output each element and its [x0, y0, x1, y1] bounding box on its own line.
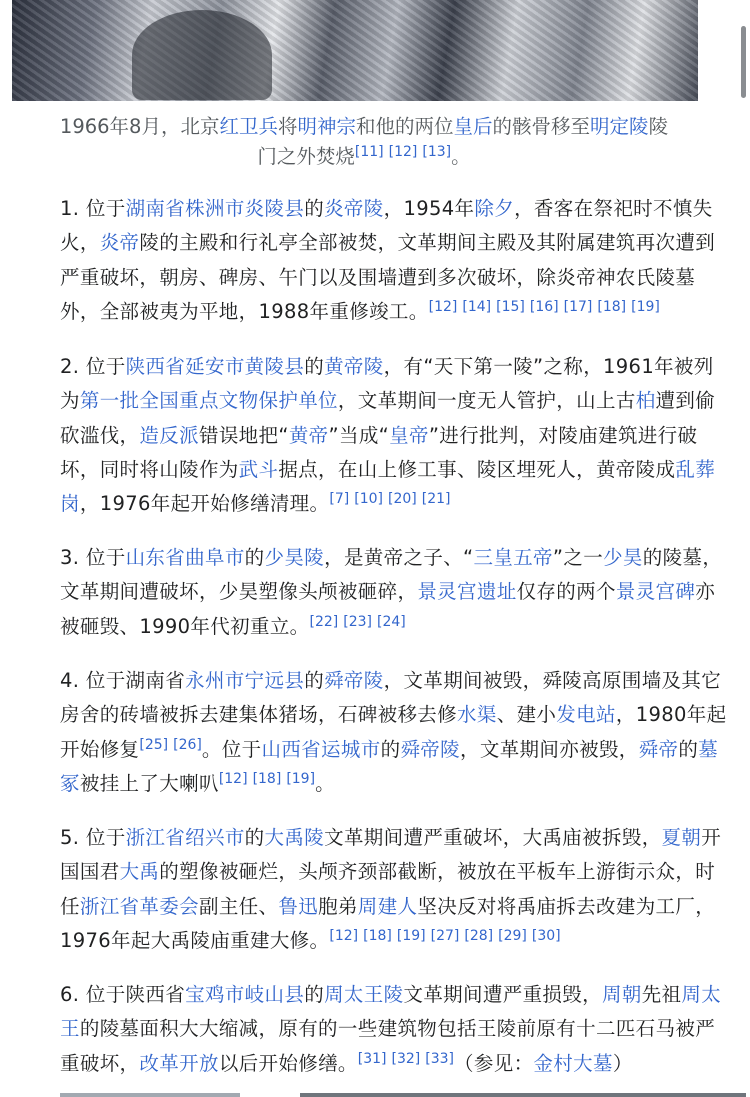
link[interactable]: 柏 — [635, 389, 656, 413]
link[interactable]: 湖南省株洲市炎陵县 — [125, 197, 305, 220]
list-item: 3. 位于山东省曲阜市的少昊陵，是黄帝之子、“三皇五帝”之一少昊的陵墓， 文革期间遭破坏，少昊塑像头颅被砸碎，景灵宫遗址仅存的两个景灵宫碑亦 被砸毁、1990年代初重立。[22] [23] [24] — [60, 546, 723, 638]
citation-group[interactable]: [12] [18] [19] — [218, 770, 316, 787]
link[interactable]: 金村大墓 — [533, 1051, 613, 1075]
link[interactable]: 墓 — [698, 737, 719, 761]
link[interactable]: 改革开放 — [139, 1051, 219, 1075]
link[interactable]: 舜帝陵 — [400, 737, 460, 761]
link[interactable]: 陕西省延安市黄陵县 — [125, 355, 305, 378]
link[interactable]: 山东省曲阜市 — [125, 546, 245, 569]
next-image-thumbnail[interactable] — [300, 1093, 746, 1097]
link[interactable]: 景灵宫碑 — [615, 580, 696, 604]
link[interactable]: 少昊陵 — [264, 546, 325, 569]
link[interactable]: 黄帝陵 — [324, 355, 384, 378]
list-item: 4. 位于湖南省永州市宁远县的舜帝陵，文革期间被毁，舜陵高原围墙及其它 房舍的砖墙被拆去建集体猪场，石碑被移去修水渠、建小发电站，1980年起 开始修复[25] [26]。位于山西省运城市的舜帝陵，文革期间亦被毁，舜帝的墓 冢被挂上了大喇叭[12] [18] [19]。 — [60, 669, 727, 795]
link[interactable]: 浙江省绍兴市 — [125, 826, 245, 849]
citation-group[interactable]: [31] [32] [33] — [357, 1050, 455, 1067]
link[interactable]: 舜帝 — [638, 737, 679, 761]
citation-group[interactable]: [22] [23] [24] — [309, 613, 406, 630]
citation-group[interactable]: [25] [26] — [139, 736, 202, 753]
link[interactable]: 炎帝 — [99, 231, 140, 255]
list-item: 2. 位于陕西省延安市黄陵县的黄帝陵，有“天下第一陵”之称，1961年被列 为第一批全国重点文物保护单位，文革期间一度无人管护，山上古柏遭到偷 砍滥伐，造反派错误地把“黄帝”当成“皇帝”进行批判，对陵庙建筑进行破 坏，同时将山陵作为武斗据点，在山上修工事、陵区埋死人，黄帝陵成乱葬 岗，1976年起开始修缮清理。[7] [10] [20] [21] — [60, 355, 716, 516]
link[interactable]: 冢 — [60, 771, 80, 795]
link[interactable]: 王 — [60, 1017, 80, 1041]
link[interactable]: 武斗 — [238, 457, 279, 481]
photo-caption: 1966年8月，北京红卫兵将明神宗和他的两位皇后的骸骨移至明定陵陵 门之外焚烧[11] [12] [13]。 — [59, 115, 669, 168]
link[interactable]: 水渠 — [457, 703, 497, 727]
link[interactable]: 景灵宫遗址 — [417, 580, 517, 604]
link[interactable]: 周太王陵 — [324, 983, 404, 1006]
link[interactable]: 周太 — [681, 983, 722, 1006]
list-item: 1. 位于湖南省株洲市炎陵县的炎帝陵，1954年除夕，香客在祭祀时不慎失 火，炎帝陵的主殿和行礼亭全部被焚，文革期间主殿及其附属建筑再次遭到 严重破坏，朝房、碑房、午门以及围墙遭到多次破坏，除炎帝神农氏陵墓 外，全部被夷为平地，1988年重修竣工。[12] [14] [15] [16] [17] [18] [19] — [60, 197, 716, 323]
next-image-thumbnail[interactable] — [60, 1093, 240, 1097]
link[interactable]: 炎帝陵 — [324, 197, 384, 220]
link[interactable]: 三皇五帝 — [473, 546, 553, 569]
link-empress[interactable]: 皇后 — [453, 115, 493, 138]
article-photo[interactable] — [12, 0, 698, 101]
link[interactable]: 浙江省革委会 — [79, 894, 199, 918]
link[interactable]: 黄帝 — [288, 423, 329, 447]
link[interactable]: 除夕 — [474, 197, 515, 220]
link-wanli-emperor[interactable]: 明神宗 — [297, 115, 356, 138]
citation-group[interactable]: [11] [12] [13] — [354, 144, 452, 160]
link[interactable]: 皇帝 — [389, 423, 429, 447]
citation-group[interactable]: [12] [18] [19] [27] [28] [29] [30] — [329, 927, 561, 944]
link[interactable]: 鲁迅 — [278, 894, 319, 918]
link[interactable]: 少昊 — [603, 546, 643, 569]
link[interactable]: 大禹陵 — [264, 826, 325, 849]
link[interactable]: 乱葬 — [675, 457, 716, 481]
link[interactable]: 宝鸡市岐山县 — [185, 983, 305, 1006]
link[interactable]: 舜帝陵 — [324, 669, 384, 692]
link[interactable]: 岗 — [60, 492, 80, 516]
link[interactable]: 大禹 — [119, 860, 160, 884]
citation-group[interactable]: [7] [10] [20] [21] — [329, 491, 451, 508]
citation-group[interactable]: [12] [14] [15] [16] [17] [18] [19] — [428, 298, 660, 315]
link[interactable]: 第一批全国重点文物保护单位 — [79, 389, 338, 413]
link-dingling[interactable]: 明定陵 — [590, 115, 649, 138]
link[interactable]: 山西省运城市 — [261, 737, 381, 761]
list-item: 6. 位于陕西省宝鸡市岐山县的周太王陵文革期间遭严重损毁，周朝先祖周太 王的陵墓面积大大缩减，原有的一些建筑物包括王陵前原有十二匹石马被严 重破坏，改革开放以后开始修缮。[31] [32] [33]（参见：金村大墓） — [60, 983, 722, 1075]
list-item: 5. 位于浙江省绍兴市的大禹陵文革期间遭严重破坏，大禹庙被拆毁，夏朝开 国国君大禹的塑像被砸烂，头颅齐颈部截断，被放在平板车上游街示众，时 任浙江省革委会副主任、鲁迅胞弟周建人坚决反对将禹庙拆去改建为工厂， 1976年起大禹陵庙重建大修。[12] [18] [19] [27] [28] [29] [30] — [60, 826, 722, 952]
link-red-guards[interactable]: 红卫兵 — [219, 115, 278, 138]
link[interactable]: 夏朝 — [661, 826, 702, 849]
link[interactable]: 造反派 — [139, 423, 199, 447]
link[interactable]: 永州市宁远县 — [185, 669, 305, 692]
scrollbar[interactable] — [741, 26, 746, 98]
link[interactable]: 周建人 — [357, 894, 418, 918]
link[interactable]: 周朝 — [602, 983, 642, 1006]
link[interactable]: 发电站 — [556, 703, 616, 727]
